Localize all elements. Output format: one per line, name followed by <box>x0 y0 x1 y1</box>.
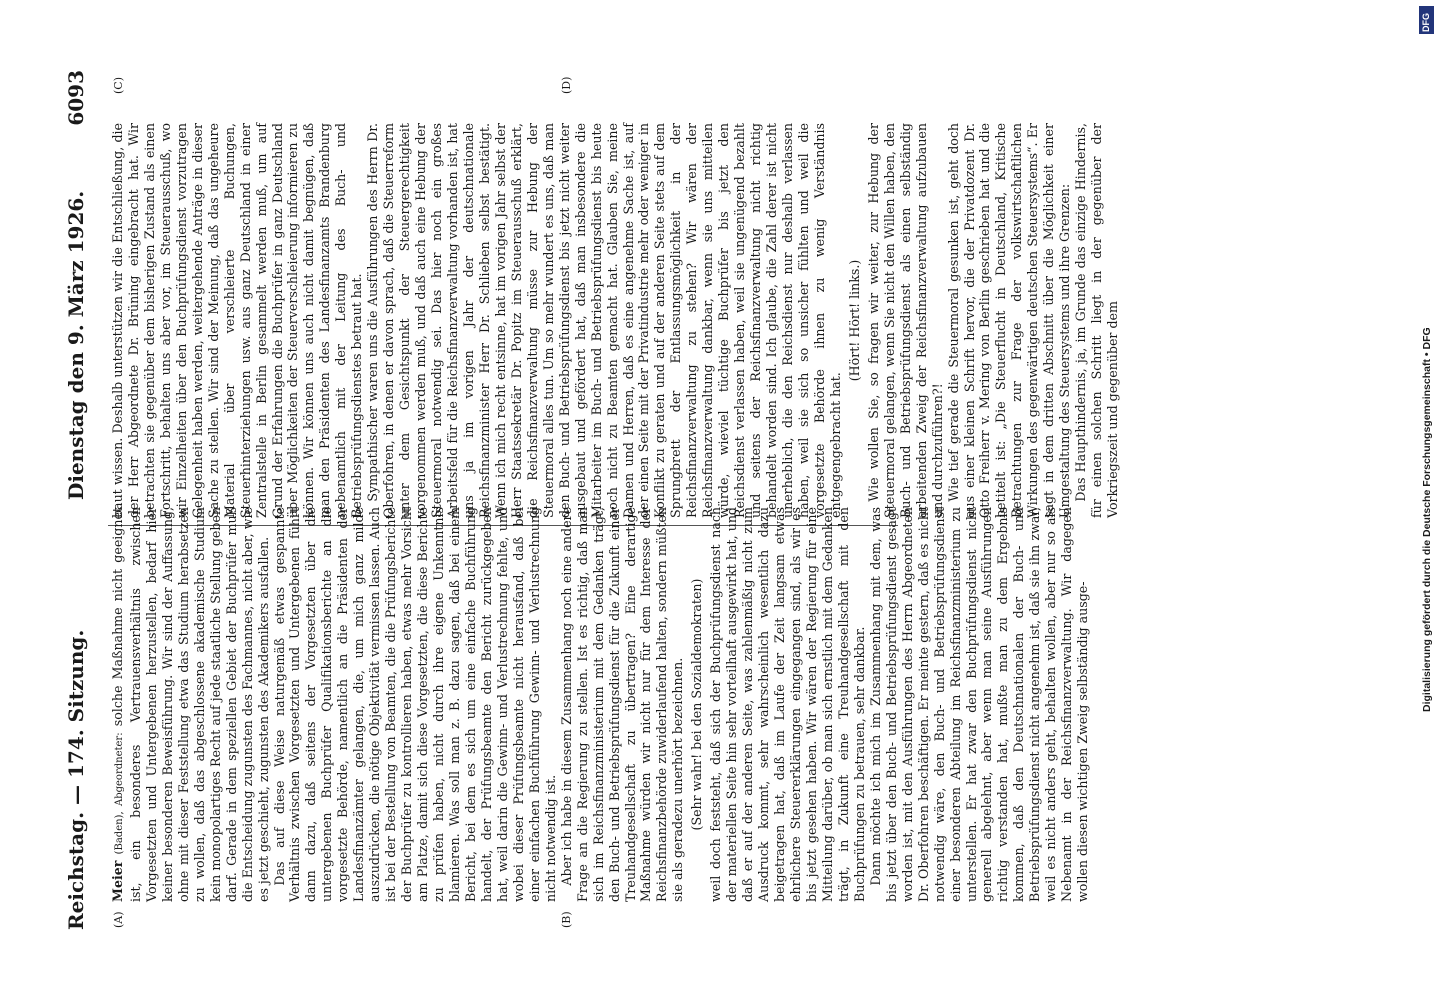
interjection: (Sehr wahr! bei den Sozialdemokraten) <box>689 578 705 831</box>
paragraph: baut wissen. Deshalb unterstützen wir die Entschließung, die der Herr Abgeordnete Dr. Brüning eingebracht hat. Wir betrachten sie gegenüber dem bisherigen Zustand als einen Fortschritt, behalten uns aber vor, im Steuerausschuß, wo wir Einzelheiten über den Buchprüfungsdienst vorzutragen Gelegenheit haben werden, weitergehende Anträge in dieser Sache zu stellen. Wir sind der Meinung, daß das ungeheure Material über verschleierte Buchungen, Steuerhinterziehungen usw. aus ganz Deutschland in einer Zentralstelle in Berlin gesammelt werden muß, um auf Grund der Erfahrungen die Buchprüfer in ganz Deutschland über Möglichkeiten der Steuerverschleierung informieren zu können. Wir können uns auch nicht damit begnügen, daß man den Präsidenten des Landesfinanzamts Brandenburg nebenamtlich mit der Leitung des Buch- und Betriebsprüfungsdienstes betraut hat. <box>110 123 365 518</box>
right-column <box>110 123 1121 518</box>
margin-marker-d: (D) <box>560 76 573 94</box>
paragraph: Das auf diese Weise naturgemäß etwas gespannte Verhältnis zwischen Vorgesetzten und Untergebenen führt dann dazu, daß seitens der Vorgesetzten über die untergebenen Buchprüfer Qualifikationsberichte an die vorgesetzte Behörde, namentlich an die Präsidenten der Landesfinanzämter gelangen, die, um mich ganz milde auszudrücken, die nötige Objektivität vermissen lassen. Auch ist bei der Bestellung von Beamten, die die Prüfungsberichte der Buchprüfer zu kontrollieren haben, etwas mehr Vorsicht am Platze, damit sich diese Vorgesetzten, die diese Berichte zu prüfen haben, nicht durch ihre eigene Unkenntnis blamieren. Was soll man z. B. dazu sagen, daß bei einem Bericht, bei dem es sich um eine einfache Buchführung handelt, der Prüfungsbeamte den Bericht zurückgegeben hat, weil darin die Gewinn- und Verlustrechnung fehlte, und wobei dieser Prüfungsbeamte nicht herausfand, daß bei einer einfachen Buchführung Gewinn- und Verlustrechnung nicht notwendig ist. <box>271 507 558 902</box>
paragraph: Das Haupthindernis, ja, im Grunde das einzige Hindernis, für einen solchen Schritt liegt in der gegenüber der Vorkriegszeit und gegenüber dem <box>1073 123 1121 518</box>
page-number: 6093 <box>64 70 88 126</box>
paragraph: Wie wollen Sie, so fragen wir weiter, zur Hebung der Steuermoral gelangen, wenn Sie nicht den Willen haben, den Buch- und Betriebsprüfungsdienst als einen selbständig arbeitenden Zweig der Reichsfinanzverwaltung aufzubauen und durchzuführen?! <box>865 123 945 518</box>
paragraph-text: solche Maßnahme nicht geeignet ist, ein besonderes Vertrauensverhältnis zwischen Vorgesetzten und Untergebenen herzustellen, bedarf hier keiner besonderen Beweisführung. Wir sind der Auffassung, ohne mit dieser Feststellung etwa das Studium herabsetzen zu wollen, daß das abgeschlossene akademische Studium kein monopolartiges Recht auf jede staatliche Stellung geben darf. Gerade in dem speziellen Gebiet der Buchprüfer muß die Entscheidung zugunsten des Fachmannes, nicht aber, wie es jetzt geschieht, zugunsten des Akademikers ausfallen. <box>110 507 271 902</box>
paragraph <box>110 507 272 902</box>
paragraph: Aber ich habe in diesem Zusammenhang noch eine andere Frage an die Regierung zu stellen. Ist es richtig, daß man sich im Reichsfinanzministerium mit dem Gedanken trägt, den Buch- und Betriebsprüfungsdienst für die Zukunft einer Treuhandgesellschaft zu übertragen? Eine derartige Maßnahme würden wir nicht nur für dem Interesse der Reichsfinanzbehörde zuwiderlaufend halten, sondern müßten sie als geradezu unerhört bezeichnen. <box>558 507 686 902</box>
paragraph: Wie tief gerade die Steuermoral gesunken ist, geht doch aus einer kleinen Schrift hervor, die der Privatdozent Dr. Otto Freiherr v. Mering von Berlin geschrieben hat und die betitelt ist: „Die Steuerflucht in Deutschland, Kritische Betrachtungen zur Frage der volkswirtschaftlichen Wirkungen des gegenwärtigen deutschen Steuersystems“. Er sagt in dem dritten Abschnitt über die Möglichkeit einer Umgestaltung des Steuersystems und ihre Grenzen: <box>945 123 1073 518</box>
digitization-credit <box>1419 0 1434 1000</box>
paragraph: weil doch feststeht, daß sich der Buchprüfungsdienst nach der materiellen Seite hin sehr vorteilhaft ausgewirkt hat, und daß er auf der anderen Seite, was zahlenmäßig nicht zum Ausdruck kommt, sehr wahrscheinlich wesentlich dazu beigetragen hat, daß im Laufe der Zeit langsam etwas ehrlichere Steuererklärungen eingegangen sind, als wir es bis jetzt gesehen haben. Wir wären der Regierung für eine Mitteilung darüber, ob man sich ernstlich mit dem Gedanken trägt, in Zukunft eine Treuhandgesellschaft mit den Buchprüfungen zu betrauen, sehr dankbar. <box>708 507 867 902</box>
margin-marker-a: (A) <box>112 911 125 928</box>
speaker-name: Meier <box>110 860 125 902</box>
paragraph: Sympathischer waren uns die Ausführungen des Herrn Dr. Oberfohren, in denen er davon sprach, daß die Steuerreform unter dem Gesichtspunkt der Steuergerechtigkeit vorgenommen werden muß, und daß auch eine Hebung der Steuermoral notwendig sei. Das hier noch ein großes Arbeitsfeld für die Reichsfinanzverwaltung vorhanden ist, hat uns ja im vorigen Jahr der deutschnationale Reichsfinanzminister Herr Dr. Schlieben selbst bestätigt. Wenn ich mich recht entsinne, hat im vorigen Jahr selbst der Herr Staatssekretär Dr. Popitz im Steuerausschuß erklärt, die Reichsfinanzverwaltung müsse zur Hebung der Steuermoral alles tun. Um so mehr wundert es uns, daß man den Buch- und Betriebsprüfungsdienst bis jetzt nicht weiter ausgebaut und gefördert hat, daß man insbesondere die Mitarbeiter im Buch- und Betriebsprüfungsdienst bis heute noch nicht zu Beamten gemacht hat. Glauben Sie, meine Damen und Herren, daß es eine angenehme Sache ist, auf der einen Seite mit der Privatindustrie mehr oder weniger in Konflikt zu geraten und auf der anderen Seite stets auf dem Sprungbrett der Entlassungsmöglichkeit in der Reichsfinanzverwaltung zu stehen? Wir wären der Reichsfinanzverwaltung dankbar, wenn sie uns mitteilen würde, wieviel tüchtige Buchprüfer bis jetzt den Reichsdienst verlassen haben, weil sie ungenügend bezahlt und seitens der Reichsfinanzverwaltung nicht richtig behandelt worden sind. Ich glaube, die Zahl derer ist nicht unerheblich, die den Reichsdienst nur deshalb verlassen haben, weil sie sich so unsicher fühlten und weil die vorgesetzte Behörde ihnen zu wenig Verständnis entgegengebracht hat. <box>365 123 843 518</box>
credit-text: Digitalisierung gefördert durch die Deutsche Forschungsgemeinschaft • DFG <box>1421 327 1433 712</box>
paragraph: Dann möchte ich mich im Zusammenhang mit dem, was bis jetzt über den Buch- und Betriebsprüfungsdienst gesagt worden ist, mit den Ausführungen des Herrn Abgeordneten Dr. Oberfohren beschäftigen. Er meinte gestern, daß es nicht notwendig wäre, den Buch- und Betriebsprüfungsdienst einer besonderen Abteilung im Reichsfinanzministerium zu unterstellen. Er hat zwar den Buchprüfungsdienst nicht generell abgelehnt, aber wenn man seine Ausführungen richtig verstanden hat, mußte man zu dem Ergebnis kommen, daß den Deutschnationalen der Buch- und Betriebsprüfungsdienst nicht angenehm ist, daß sie ihn zwar, weil es nicht anders geht, behalten wollen, aber nur so als Nebenamt in der Reichsfinanzverwaltung. Wir dagegen wollen diesen wichtigen Zweig selbständig ausge- <box>867 507 1091 902</box>
margin-marker-c: (C) <box>112 77 125 94</box>
margin-marker-b: (B) <box>560 911 573 928</box>
left-column <box>110 507 1091 902</box>
header-date: Dienstag den 9. März 1926. <box>64 190 88 500</box>
page-header <box>64 70 100 930</box>
dfg-logo: DFG <box>1419 6 1434 34</box>
interjection: (Hört! Hört! links.) <box>846 259 862 382</box>
speaker-note: (Baden), Abgeordneter: <box>114 732 125 855</box>
header-session: Reichstag. — 174. Sitzung. <box>64 629 88 930</box>
